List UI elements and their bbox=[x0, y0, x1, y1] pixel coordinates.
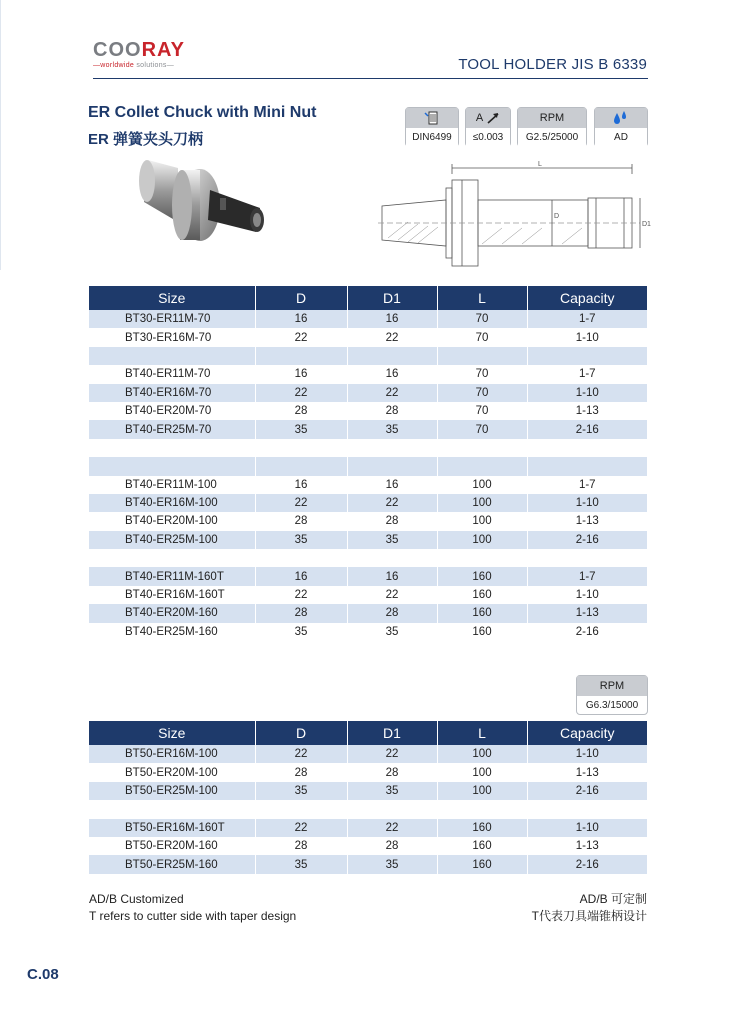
table-cell-capacity bbox=[527, 347, 647, 365]
table-cell-capacity: 1-10 bbox=[527, 494, 647, 512]
table-row bbox=[89, 439, 647, 457]
table-cell-size: BT40-ER11M-160T bbox=[89, 567, 255, 585]
table-cell-d bbox=[255, 347, 347, 365]
table-cell-l: 100 bbox=[437, 531, 527, 549]
table-cell-size: BT40-ER25M-70 bbox=[89, 420, 255, 438]
table-cell-l: 100 bbox=[437, 476, 527, 494]
table-cell-size: BT40-ER20M-100 bbox=[89, 512, 255, 530]
table-cell-l bbox=[437, 439, 527, 457]
table-cell-d1: 35 bbox=[347, 420, 437, 438]
note-en-customized: AD/B Customized bbox=[89, 892, 184, 906]
table-cell-l: 70 bbox=[437, 402, 527, 420]
logo-word-a: COO bbox=[93, 39, 142, 61]
table-cell-l: 100 bbox=[437, 763, 527, 781]
table-cell-d1: 35 bbox=[347, 855, 437, 873]
table-cell-capacity: 1-10 bbox=[527, 745, 647, 763]
table-cell-l: 160 bbox=[437, 623, 527, 641]
header-capacity: Capacity bbox=[527, 286, 647, 310]
table-cell-d1: 22 bbox=[347, 586, 437, 604]
spec-table-bt50 bbox=[89, 721, 647, 874]
header-size: Size bbox=[89, 286, 255, 310]
spec2-label: RPM bbox=[577, 676, 647, 696]
spec-table-bt30-bt40 bbox=[89, 286, 647, 641]
table-cell-capacity bbox=[527, 439, 647, 457]
logo-tagline-b: solutions— bbox=[134, 62, 174, 69]
table-cell-d bbox=[255, 457, 347, 475]
spec-box-din bbox=[405, 107, 459, 147]
header-size: Size bbox=[89, 721, 255, 745]
page-header-title: TOOL HOLDER JIS B 6339 bbox=[458, 56, 647, 73]
table-cell-d1: 16 bbox=[347, 567, 437, 585]
table-cell-d: 16 bbox=[255, 476, 347, 494]
table-cell-size: BT30-ER16M-70 bbox=[89, 328, 255, 346]
table-cell-d1: 22 bbox=[347, 328, 437, 346]
table-cell-capacity: 1-7 bbox=[527, 567, 647, 585]
table-cell-size: BT40-ER20M-160 bbox=[89, 604, 255, 622]
header-divider bbox=[93, 78, 648, 79]
table-row bbox=[89, 328, 647, 346]
coolant-nut-icon bbox=[422, 110, 442, 126]
note-en-taper: T refers to cutter side with taper design bbox=[89, 909, 297, 923]
logo-word-b: RAY bbox=[141, 39, 185, 61]
table-header-row bbox=[89, 721, 647, 745]
table-cell-d1: 22 bbox=[347, 384, 437, 402]
table-cell-size bbox=[89, 439, 255, 457]
table-cell-l: 100 bbox=[437, 782, 527, 800]
technical-drawing bbox=[378, 160, 651, 280]
table-cell-size: BT40-ER11M-70 bbox=[89, 365, 255, 383]
table-cell-d1: 28 bbox=[347, 512, 437, 530]
drawing-label-d1: D1 bbox=[642, 221, 651, 228]
table-cell-size: BT40-ER25M-160 bbox=[89, 623, 255, 641]
header-d: D bbox=[255, 286, 347, 310]
logo-wordmark bbox=[93, 40, 203, 60]
table-cell-capacity: 2-16 bbox=[527, 420, 647, 438]
table-cell-d1: 22 bbox=[347, 494, 437, 512]
table-cell-size bbox=[89, 800, 255, 818]
table-cell-d1: 35 bbox=[347, 782, 437, 800]
table-cell-d bbox=[255, 800, 347, 818]
table-cell-d: 22 bbox=[255, 494, 347, 512]
spec-label-accuracy: A bbox=[475, 112, 484, 124]
table-cell-d1 bbox=[347, 800, 437, 818]
table-row bbox=[89, 819, 647, 837]
table-cell-capacity: 1-10 bbox=[527, 384, 647, 402]
page-number: C.08 bbox=[27, 966, 59, 983]
table-cell-d: 16 bbox=[255, 310, 347, 328]
table-row bbox=[89, 384, 647, 402]
table-cell-d1 bbox=[347, 347, 437, 365]
spec-box-rpm-bt50 bbox=[576, 675, 648, 715]
table-row bbox=[89, 347, 647, 365]
notes-en bbox=[89, 891, 296, 925]
table-cell-capacity: 1-13 bbox=[527, 837, 647, 855]
table-cell-d: 22 bbox=[255, 384, 347, 402]
table-cell-size: BT50-ER20M-100 bbox=[89, 763, 255, 781]
note-cn-customized: AD/B 可定制 bbox=[579, 892, 647, 906]
table-cell-d1: 28 bbox=[347, 402, 437, 420]
table-cell-d: 16 bbox=[255, 365, 347, 383]
table-cell-d: 35 bbox=[255, 782, 347, 800]
table-cell-d1: 35 bbox=[347, 531, 437, 549]
header-d1: D1 bbox=[347, 286, 437, 310]
product-photo bbox=[120, 150, 270, 260]
table-cell-l bbox=[437, 457, 527, 475]
table-cell-d: 22 bbox=[255, 745, 347, 763]
header-d: D bbox=[255, 721, 347, 745]
table-cell-capacity: 1-10 bbox=[527, 586, 647, 604]
table-cell-d: 28 bbox=[255, 512, 347, 530]
table-cell-d1: 35 bbox=[347, 623, 437, 641]
table-row bbox=[89, 623, 647, 641]
table-cell-size: BT50-ER16M-100 bbox=[89, 745, 255, 763]
table-row bbox=[89, 837, 647, 855]
table-cell-l: 160 bbox=[437, 819, 527, 837]
table-cell-d1: 28 bbox=[347, 763, 437, 781]
table-cell-l: 160 bbox=[437, 855, 527, 873]
logo-tagline-a: —worldwide bbox=[93, 62, 135, 69]
table-cell-size: BT40-ER25M-100 bbox=[89, 531, 255, 549]
table-row bbox=[89, 420, 647, 438]
table-cell-capacity: 2-16 bbox=[527, 531, 647, 549]
table-cell-capacity: 1-13 bbox=[527, 604, 647, 622]
table-row bbox=[89, 531, 647, 549]
drawing-label-l: L bbox=[538, 161, 542, 168]
table-row bbox=[89, 782, 647, 800]
table-row bbox=[89, 604, 647, 622]
table-cell-d: 35 bbox=[255, 531, 347, 549]
table-cell-d1 bbox=[347, 457, 437, 475]
table-cell-d: 35 bbox=[255, 420, 347, 438]
spec-value-coolant: AD bbox=[595, 128, 647, 147]
cooray-logo bbox=[93, 40, 203, 74]
drawing-label-d: D bbox=[554, 213, 560, 220]
table-cell-d1: 22 bbox=[347, 745, 437, 763]
table-row bbox=[89, 494, 647, 512]
table-cell-d1: 16 bbox=[347, 365, 437, 383]
table-cell-capacity: 1-13 bbox=[527, 512, 647, 530]
page-edge-rule bbox=[0, 0, 1, 270]
table-cell-capacity: 2-16 bbox=[527, 855, 647, 873]
table-cell-size: BT50-ER25M-100 bbox=[89, 782, 255, 800]
product-title-cn: ER 弹簧夹头刀柄 bbox=[88, 131, 204, 148]
table-cell-size: BT50-ER20M-160 bbox=[89, 837, 255, 855]
spec-box-top bbox=[595, 108, 647, 128]
table-row bbox=[89, 549, 647, 567]
table-cell-d1 bbox=[347, 549, 437, 567]
table-cell-size: BT50-ER25M-160 bbox=[89, 855, 255, 873]
table-cell-d: 28 bbox=[255, 402, 347, 420]
table-cell-capacity: 2-16 bbox=[527, 782, 647, 800]
table-cell-l: 160 bbox=[437, 837, 527, 855]
table-cell-capacity bbox=[527, 549, 647, 567]
table-cell-l bbox=[437, 549, 527, 567]
table-cell-d1: 28 bbox=[347, 604, 437, 622]
spec-value-rpm: G2.5/25000 bbox=[518, 128, 586, 147]
spec-box-top bbox=[466, 108, 510, 128]
table-cell-d1 bbox=[347, 439, 437, 457]
table-cell-l: 160 bbox=[437, 586, 527, 604]
table-cell-l: 70 bbox=[437, 310, 527, 328]
table-cell-d1: 22 bbox=[347, 819, 437, 837]
table-cell-l bbox=[437, 800, 527, 818]
table-cell-size: BT40-ER20M-70 bbox=[89, 402, 255, 420]
table-cell-l: 70 bbox=[437, 420, 527, 438]
table-cell-capacity: 1-7 bbox=[527, 310, 647, 328]
table-cell-capacity bbox=[527, 800, 647, 818]
table-row bbox=[89, 745, 647, 763]
table-cell-l: 70 bbox=[437, 384, 527, 402]
table-cell-size: BT40-ER16M-100 bbox=[89, 494, 255, 512]
spec-label-rpm: RPM bbox=[518, 108, 586, 128]
header-l: L bbox=[437, 721, 527, 745]
table-cell-d: 35 bbox=[255, 855, 347, 873]
header-d1: D1 bbox=[347, 721, 437, 745]
spec-value-accuracy: ≤0.003 bbox=[466, 128, 510, 147]
table-cell-l bbox=[437, 347, 527, 365]
table-cell-l: 160 bbox=[437, 604, 527, 622]
table-cell-d: 28 bbox=[255, 604, 347, 622]
table-row bbox=[89, 567, 647, 585]
table-row bbox=[89, 855, 647, 873]
table-cell-d bbox=[255, 439, 347, 457]
table-cell-d bbox=[255, 549, 347, 567]
spec-box-coolant bbox=[594, 107, 648, 147]
notes-cn bbox=[532, 891, 647, 925]
note-cn-taper: T代表刀具端锥柄设计 bbox=[531, 909, 647, 923]
spec2-value: G6.3/15000 bbox=[585, 700, 639, 711]
logo-tagline bbox=[93, 62, 203, 69]
table-cell-d: 16 bbox=[255, 567, 347, 585]
table-cell-d: 22 bbox=[255, 819, 347, 837]
table-header-row bbox=[89, 286, 647, 310]
table-row bbox=[89, 512, 647, 530]
table-cell-l: 70 bbox=[437, 365, 527, 383]
table-cell-d: 22 bbox=[255, 586, 347, 604]
table-cell-l: 100 bbox=[437, 494, 527, 512]
table-cell-capacity: 1-10 bbox=[527, 328, 647, 346]
spec-box-rpm bbox=[517, 107, 587, 147]
table-cell-d: 35 bbox=[255, 623, 347, 641]
table-cell-l: 100 bbox=[437, 745, 527, 763]
table-row bbox=[89, 402, 647, 420]
table-row bbox=[89, 476, 647, 494]
table-cell-d: 28 bbox=[255, 763, 347, 781]
table-cell-size: BT40-ER16M-160T bbox=[89, 586, 255, 604]
coolant-drop-icon bbox=[611, 110, 631, 126]
table-cell-capacity: 1-13 bbox=[527, 402, 647, 420]
table-cell-d1: 16 bbox=[347, 476, 437, 494]
table-cell-size: BT40-ER16M-70 bbox=[89, 384, 255, 402]
table-row bbox=[89, 763, 647, 781]
table-row bbox=[89, 365, 647, 383]
table-cell-size: BT30-ER11M-70 bbox=[89, 310, 255, 328]
table-cell-capacity: 1-7 bbox=[527, 476, 647, 494]
accuracy-arrow-icon bbox=[486, 112, 500, 124]
table-cell-capacity: 2-16 bbox=[527, 623, 647, 641]
table-cell-capacity: 1-7 bbox=[527, 365, 647, 383]
spec-value-din: DIN6499 bbox=[406, 128, 458, 147]
table-cell-size: BT40-ER11M-100 bbox=[89, 476, 255, 494]
table-row bbox=[89, 457, 647, 475]
table-cell-l: 70 bbox=[437, 328, 527, 346]
table-cell-l: 100 bbox=[437, 512, 527, 530]
table-row bbox=[89, 586, 647, 604]
spec-box-accuracy bbox=[465, 107, 511, 147]
header-capacity: Capacity bbox=[527, 721, 647, 745]
table-cell-size bbox=[89, 549, 255, 567]
table-cell-l: 160 bbox=[437, 567, 527, 585]
table-cell-capacity: 1-10 bbox=[527, 819, 647, 837]
table-cell-capacity: 1-13 bbox=[527, 763, 647, 781]
product-title-en: ER Collet Chuck with Mini Nut bbox=[88, 104, 317, 121]
table-row bbox=[89, 800, 647, 818]
header-l: L bbox=[437, 286, 527, 310]
spec-box-top bbox=[406, 108, 458, 128]
table-cell-d: 22 bbox=[255, 328, 347, 346]
table-cell-size bbox=[89, 457, 255, 475]
table-cell-d1: 28 bbox=[347, 837, 437, 855]
table-cell-capacity bbox=[527, 457, 647, 475]
table-cell-size: BT50-ER16M-160T bbox=[89, 819, 255, 837]
table-row bbox=[89, 310, 647, 328]
table-cell-size bbox=[89, 347, 255, 365]
table-cell-d1: 16 bbox=[347, 310, 437, 328]
table-cell-d: 28 bbox=[255, 837, 347, 855]
